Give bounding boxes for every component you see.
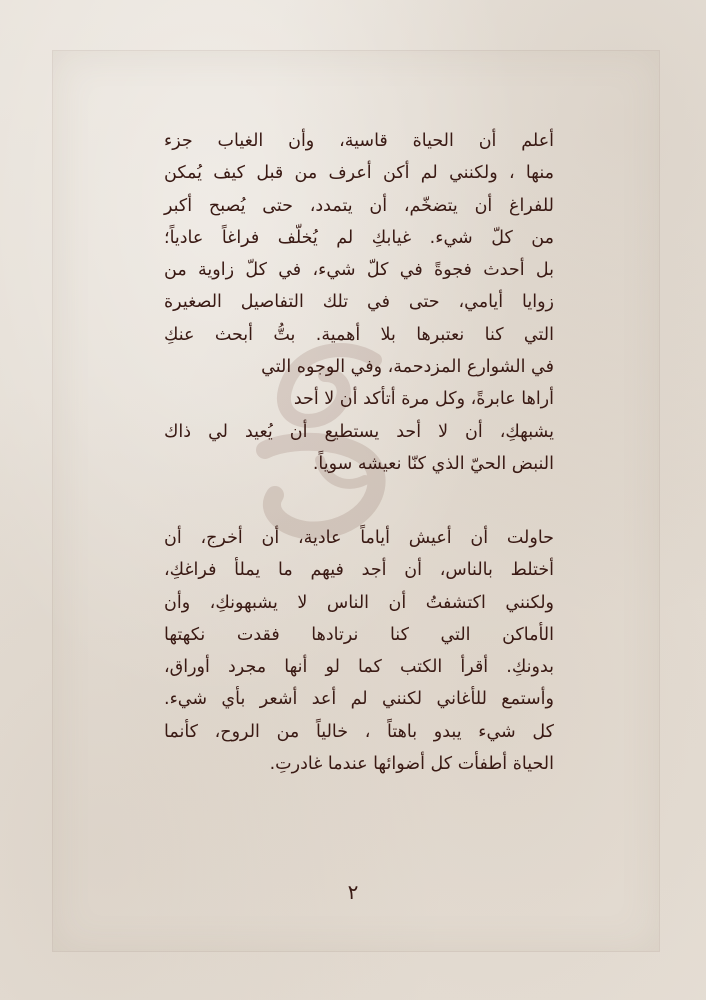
text-line: من كلّ شيء. غيابكِ لم يُخلّف فراغاً عادياً؛ bbox=[164, 227, 554, 248]
paragraph-2 bbox=[164, 522, 554, 780]
text-line: النبض الحيّ الذي كنّا نعيشه سوياً. bbox=[312, 453, 554, 474]
text-line: ولكنني اكتشفتُ أن الناس لا يشبهونكِ، وأن bbox=[164, 592, 554, 613]
page-number: ٢ bbox=[347, 880, 359, 904]
text-line: الحياة أطفأت كل أضوائها عندما غادرتِ. bbox=[269, 754, 554, 775]
text-line: زوايا أيامي، حتى في تلك التفاصيل الصغيرة bbox=[164, 292, 554, 313]
text-line: أختلط بالناس، أن أجد فيهم ما يملأ فراغكِ، bbox=[164, 560, 554, 581]
paragraph-1 bbox=[164, 125, 554, 480]
text-line: أعلم أن الحياة قاسية، وأن الغياب جزء bbox=[164, 131, 554, 151]
text-line: بل أحدث فجوةً في كلّ شيء، في كلّ زاوية من bbox=[164, 260, 554, 281]
text-line: أراها عابرةً، وكل مرة أتأكد أن لا أحد bbox=[293, 389, 554, 410]
text-line: وأستمع للأغاني لكنني لم أعد أشعر بأي شيء. bbox=[164, 689, 554, 710]
text-line: بدونكِ. أقرأ الكتب كما لو أنها مجرد أوراق، bbox=[164, 657, 554, 678]
text-line: منها ، ولكنني لم أكن أعرف من قبل كيف يُمكن bbox=[164, 163, 554, 184]
text-line: كل شيء يبدو باهتاً ، خالياً من الروح، كأنما bbox=[164, 721, 554, 742]
text-line: للفراغ أن يتضخّم، أن يتمدد، حتى يُصبح أكبر bbox=[164, 195, 554, 216]
text-line: الأماكن التي كنا نرتادها فقدت نكهتها bbox=[164, 624, 554, 645]
text-line: يشبهكِ، أن لا أحد يستطيع أن يُعيد لي ذاك bbox=[164, 421, 554, 442]
text-line: التي كنا نعتبرها بلا أهمية. بتُّ أبحث عنكِ bbox=[164, 324, 554, 345]
text-line: في الشوارع المزدحمة، وفي الوجوه التي bbox=[261, 357, 554, 378]
text-line: حاولت أن أعيش أياماً عادية، أن أخرج، أن bbox=[164, 528, 554, 548]
